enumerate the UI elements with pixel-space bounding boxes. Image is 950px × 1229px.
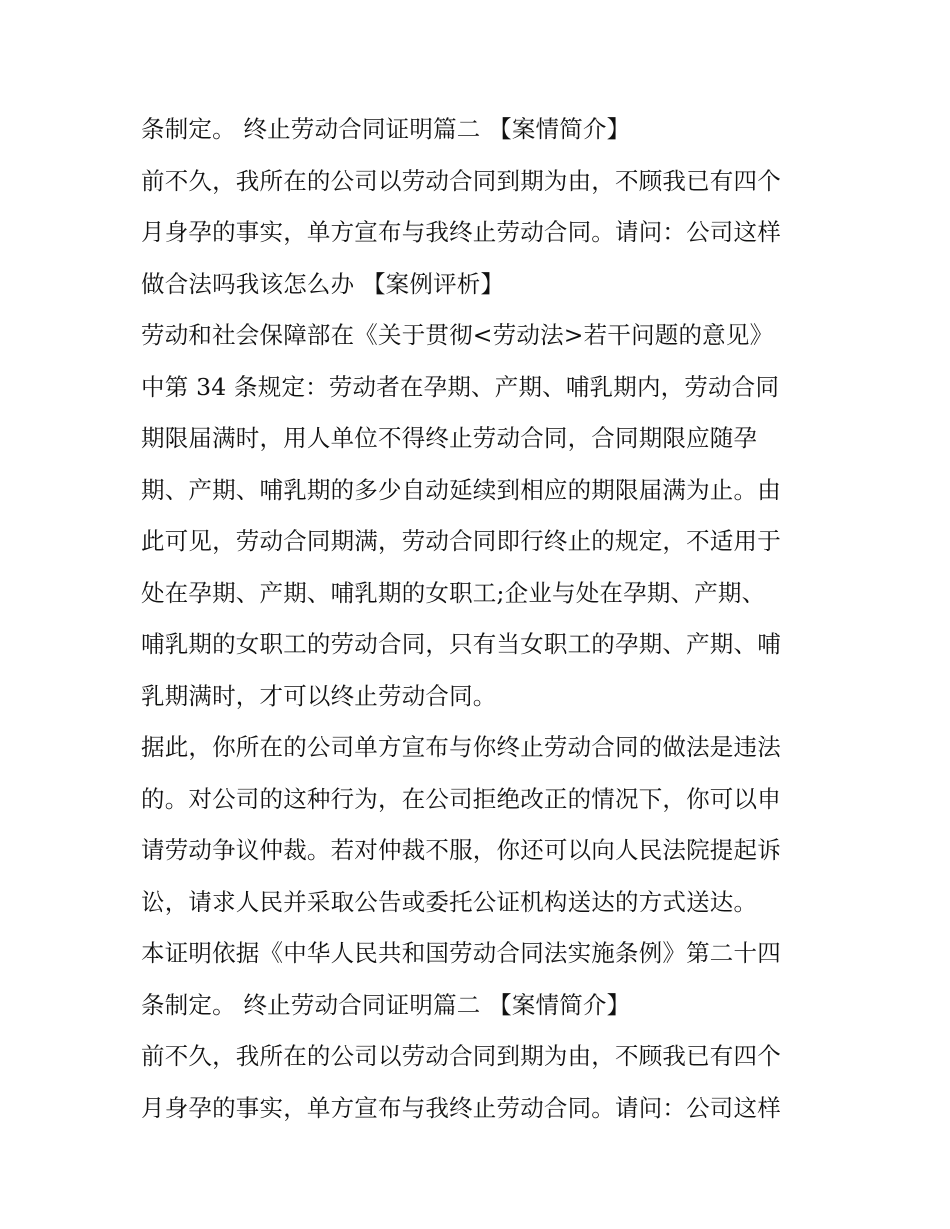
text-line: 做合法吗我该怎么办 【案例评析】: [141, 269, 505, 298]
text-line: 据此，你所在的公司单方宣布与你终止劳动合同的做法是违法: [141, 733, 781, 761]
text-line: 请劳动争议仲裁。若对仲裁不服，你还可以向人民法院提起诉: [141, 836, 781, 864]
document-body: [141, 104, 821, 1134]
text-line: 月身孕的事实，单方宣布与我终止劳动合同。请问：公司这样: [141, 218, 781, 246]
text-line: 的。对公司的这种行为，在公司拒绝改正的情况下，你可以申: [141, 784, 781, 813]
text-line: 劳动和社会保障部在《关于贯彻<劳动法>若干问题的意见》: [141, 321, 774, 349]
text-line: 此可见，劳动合同期满，劳动合同即行终止的规定，不适用于: [141, 527, 781, 555]
text-line: 中第 34 条规定：劳动者在孕期、产期、哺乳期内，劳动合同: [141, 372, 780, 401]
text-line: 期、产期、哺乳期的多少自动延续到相应的期限届满为止。由: [141, 475, 781, 504]
text-line: 前不久，我所在的公司以劳动合同到期为由，不顾我已有四个: [141, 1042, 781, 1070]
text-line: 期限届满时，用人单位不得终止劳动合同，合同期限应随孕: [141, 424, 758, 452]
text-line: 月身孕的事实，单方宣布与我终止劳动合同。请问：公司这样: [141, 1093, 781, 1122]
text-line: 乳期满时，才可以终止劳动合同。: [141, 681, 497, 710]
text-line: 本证明依据《中华人民共和国劳动合同法实施条例》第二十四: [141, 939, 781, 967]
text-line: 条制定。 终止劳动合同证明篇二 【案情简介】: [141, 990, 631, 1019]
text-line: 条制定。 终止劳动合同证明篇二 【案情简介】: [141, 115, 631, 143]
text-line: 处在孕期、产期、哺乳期的女职工;企业与处在孕期、产期、: [141, 578, 766, 607]
text-line: 前不久，我所在的公司以劳动合同到期为由，不顾我已有四个: [141, 166, 781, 195]
text-line: 讼，请求人民并采取公告或委托公证机构送达的方式送达。: [141, 887, 758, 916]
text-line: 哺乳期的女职工的劳动合同，只有当女职工的孕期、产期、哺: [141, 630, 781, 658]
